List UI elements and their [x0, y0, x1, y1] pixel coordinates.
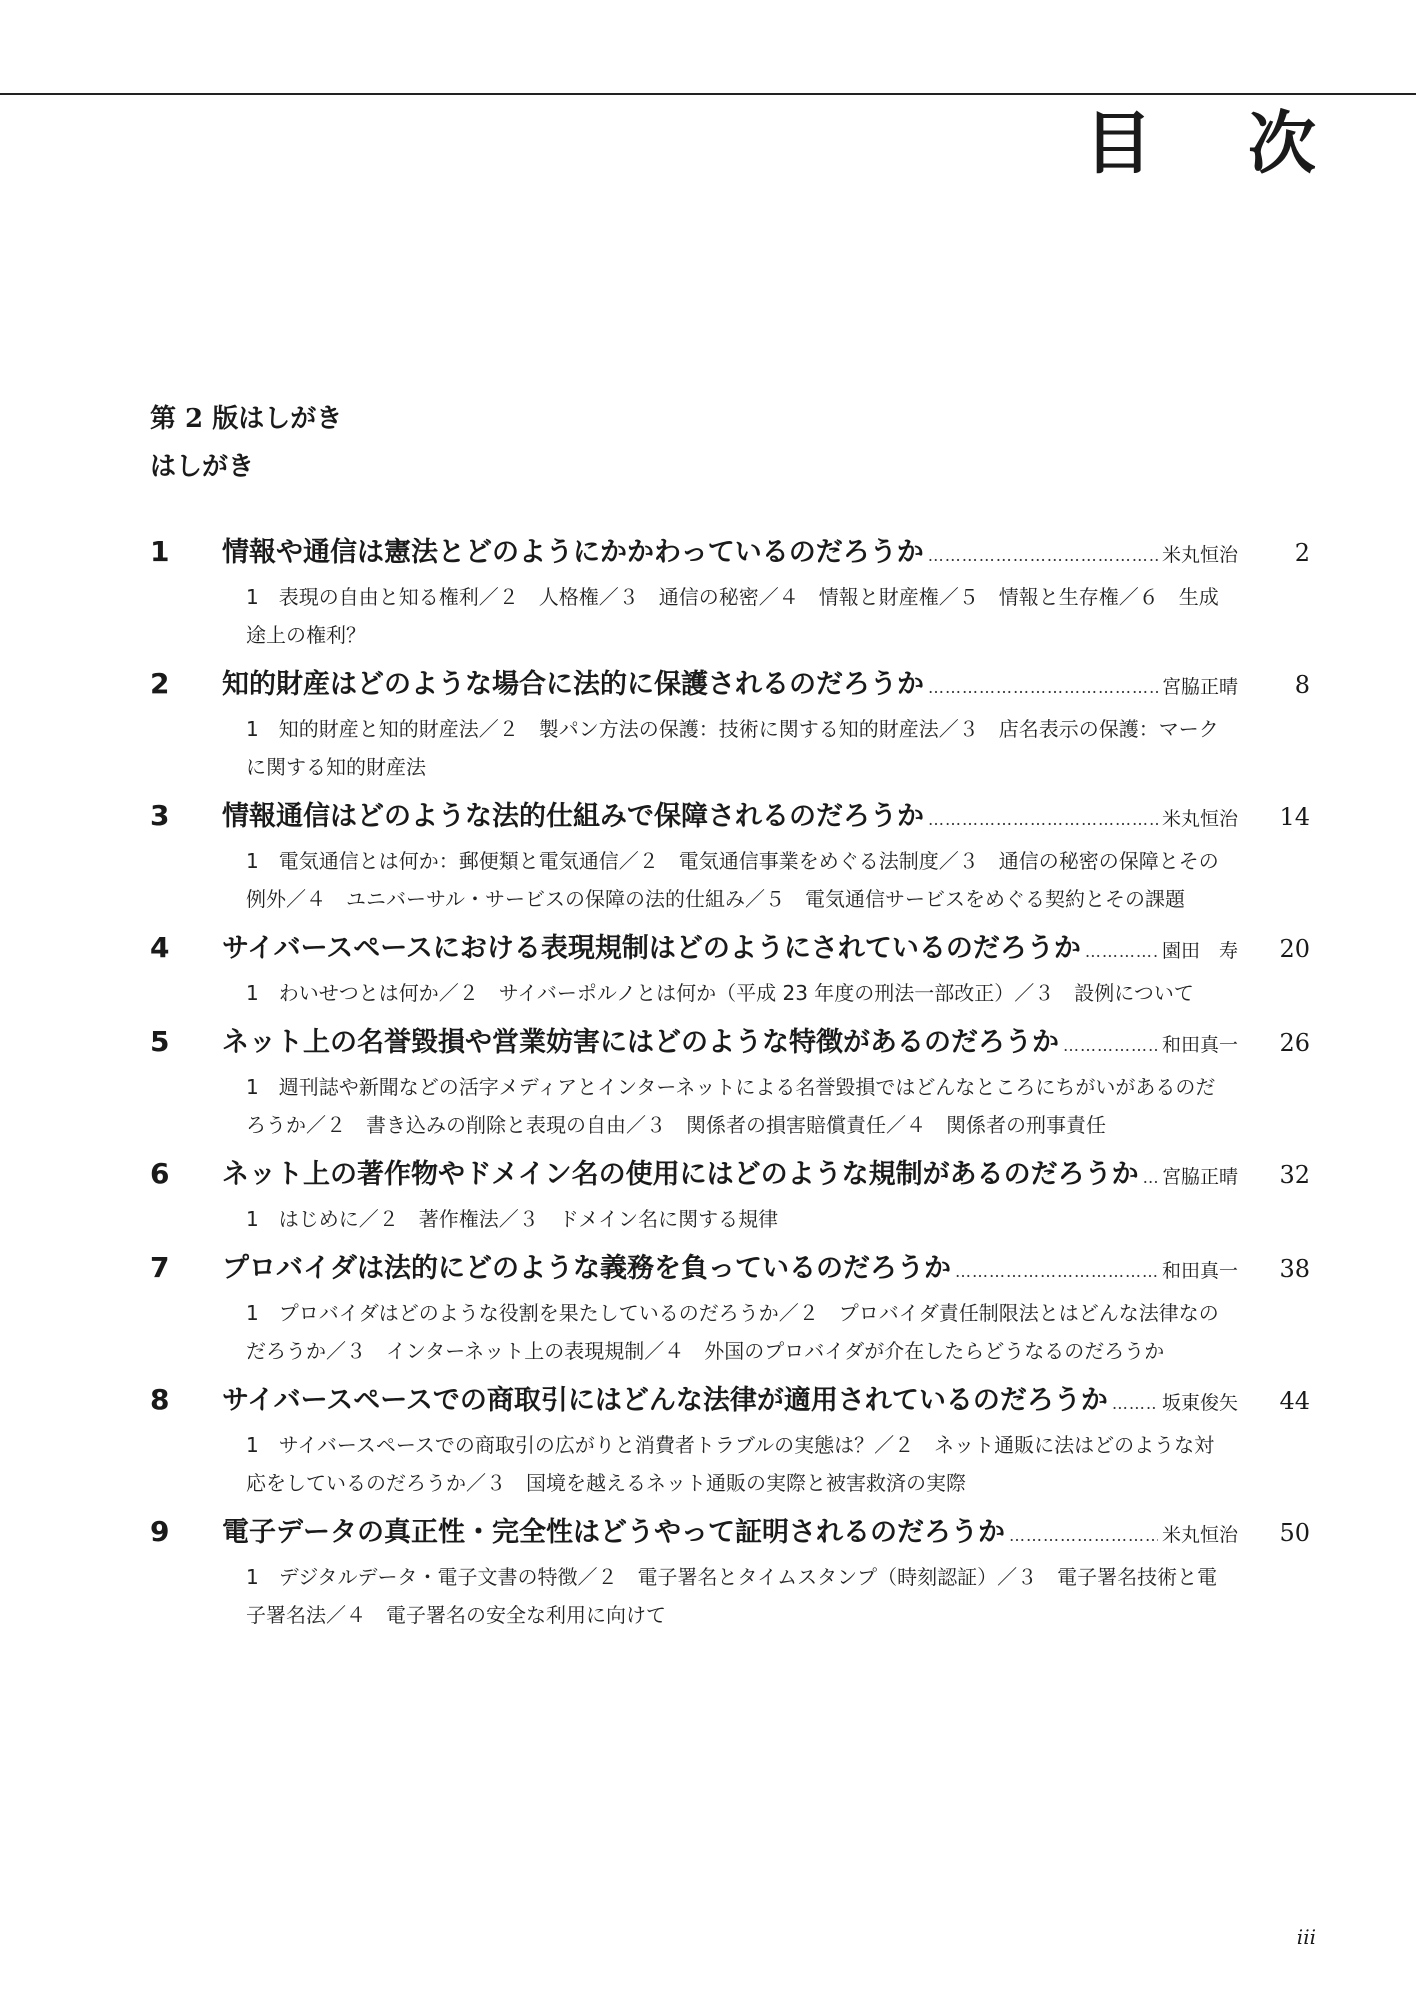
chapter-author: 米丸恒治 — [1162, 544, 1239, 566]
leader-dots — [928, 810, 1158, 829]
chapter-heading[interactable] — [150, 530, 1310, 578]
chapter-page: 26 — [1279, 1029, 1310, 1057]
page-title: 目 次 — [1084, 104, 1352, 184]
chapter-sections: 1 わいせつとは何か／２ サイバーポルノとは何か（平成 23 年度の刑法一部改正）／３ 設例について — [246, 981, 1194, 1005]
leader-dots — [1063, 1036, 1158, 1055]
chapter-5 — [150, 1020, 1310, 1144]
chapter-page: 32 — [1279, 1161, 1310, 1189]
chapter-heading[interactable] — [150, 1378, 1310, 1426]
chapter-title: プロバイダは法的にどのような義務を負っているのだろうか — [222, 1253, 951, 1284]
chapter-sections: 1 電気通信とは何か：郵便類と電気通信／２ 電気通信事業をめぐる法制度／３ 通信の秘密の保障とその例外／４ ユニバーサル・サービスの保障の法的仕組み／５ 電気通信サービスをめぐる契約とその課題 — [246, 849, 1219, 911]
leader-dots — [1112, 1394, 1158, 1413]
chapter-2 — [150, 662, 1310, 786]
chapter-6 — [150, 1152, 1310, 1238]
chapter-heading[interactable] — [150, 1152, 1310, 1200]
chapter-page: 14 — [1279, 803, 1310, 831]
chapter-title: ネット上の名誉毀損や営業妨害にはどのような特徴があるのだろうか — [222, 1027, 1059, 1058]
chapter-7 — [150, 1246, 1310, 1370]
chapter-number: 8 — [150, 1383, 170, 1416]
chapter-sections: 1 サイバースペースでの商取引の広がりと消費者トラブルの実態は？／２ ネット通販に法はどのような対応をしているのだろうか／３ 国境を越えるネット通販の実際と被害救済の実際 — [246, 1433, 1215, 1495]
chapter-sections: 1 知的財産と知的財産法／２ 製パン方法の保護：技術に関する知的財産法／３ 店名表示の保護：マークに関する知的財産法 — [246, 717, 1219, 779]
leader-dots — [955, 1262, 1158, 1281]
chapter-author: 宮脇正晴 — [1162, 676, 1239, 698]
page-number: iii — [1296, 1925, 1316, 1949]
leader-dots — [1085, 942, 1158, 961]
chapter-author: 和田真一 — [1162, 1260, 1239, 1282]
preface-second-edition[interactable]: 第 2 版はしがき — [150, 404, 343, 434]
chapter-title: 情報や通信は憲法とどのようにかかわっているのだろうか — [222, 537, 924, 568]
chapter-3 — [150, 794, 1310, 918]
chapter-number: 6 — [150, 1157, 170, 1190]
chapter-number: 4 — [150, 931, 170, 964]
chapter-number: 2 — [150, 667, 170, 700]
chapter-page: 2 — [1294, 539, 1310, 567]
chapter-author: 宮脇正晴 — [1162, 1166, 1239, 1188]
leader-dots — [1009, 1526, 1158, 1545]
chapter-number: 7 — [150, 1251, 170, 1284]
leader-dots — [1143, 1168, 1158, 1187]
chapter-9 — [150, 1510, 1310, 1634]
chapter-heading[interactable] — [150, 1246, 1310, 1294]
chapter-sections: 1 週刊誌や新聞などの活字メディアとインターネットによる名誉毀損ではどんなところにちがいがあるのだろうか／２ 書き込みの削除と表現の自由／３ 関係者の損害賠償責任／４ 関係者の刑事責任 — [246, 1075, 1216, 1137]
chapter-number: 9 — [150, 1515, 170, 1548]
preface[interactable]: はしがき — [150, 452, 255, 482]
chapter-title: サイバースペースでの商取引にはどんな法律が適用されているのだろうか — [222, 1385, 1108, 1416]
chapter-heading[interactable] — [150, 926, 1310, 974]
chapter-author: 米丸恒治 — [1162, 1524, 1239, 1546]
chapter-title: 電子データの真正性・完全性はどうやって証明されるのだろうか — [222, 1517, 1005, 1548]
chapter-author: 坂東俊矢 — [1162, 1392, 1239, 1414]
chapter-author: 米丸恒治 — [1162, 808, 1239, 830]
chapter-sections: 1 はじめに／２ 著作権法／３ ドメイン名に関する規律 — [246, 1207, 779, 1231]
table-of-contents — [150, 530, 1310, 1642]
chapter-author: 園田 寿 — [1162, 940, 1239, 962]
chapter-author: 和田真一 — [1162, 1034, 1239, 1056]
chapter-number: 1 — [150, 535, 170, 568]
leader-dots — [928, 546, 1158, 565]
chapter-page: 50 — [1279, 1519, 1310, 1547]
chapter-heading[interactable] — [150, 1510, 1310, 1558]
chapter-8 — [150, 1378, 1310, 1502]
chapter-page: 8 — [1294, 671, 1310, 699]
preface-list — [150, 395, 342, 491]
chapter-heading[interactable] — [150, 794, 1310, 842]
chapter-number: 3 — [150, 799, 170, 832]
chapter-heading[interactable] — [150, 662, 1310, 710]
top-rule — [0, 93, 1416, 95]
chapter-title: 知的財産はどのような場合に法的に保護されるのだろうか — [222, 669, 924, 700]
chapter-title: ネット上の著作物やドメイン名の使用にはどのような規制があるのだろうか — [222, 1159, 1139, 1190]
chapter-heading[interactable] — [150, 1020, 1310, 1068]
chapter-page: 20 — [1279, 935, 1310, 963]
chapter-sections: 1 表現の自由と知る権利／２ 人格権／３ 通信の秘密／４ 情報と財産権／５ 情報と生存権／６ 生成途上の権利？ — [246, 585, 1219, 647]
chapter-sections: 1 プロバイダはどのような役割を果たしているのだろうか／２ プロバイダ責任制限法とはどんな法律なのだろうか／３ インターネット上の表現規制／４ 外国のプロバイダが介在したらどうなるのだろうか — [246, 1301, 1219, 1363]
leader-dots — [928, 678, 1158, 697]
chapter-1 — [150, 530, 1310, 654]
chapter-page: 44 — [1279, 1387, 1310, 1415]
chapter-number: 5 — [150, 1025, 170, 1058]
chapter-title: 情報通信はどのような法的仕組みで保障されるのだろうか — [222, 801, 924, 832]
chapter-sections: 1 デジタルデータ・電子文書の特徴／２ 電子署名とタイムスタンプ（時刻認証）／３ 電子署名技術と電子署名法／４ 電子署名の安全な利用に向けて — [246, 1565, 1218, 1627]
chapter-4 — [150, 926, 1310, 1012]
chapter-title: サイバースペースにおける表現規制はどのようにされているのだろうか — [222, 933, 1081, 964]
chapter-page: 38 — [1279, 1255, 1310, 1283]
